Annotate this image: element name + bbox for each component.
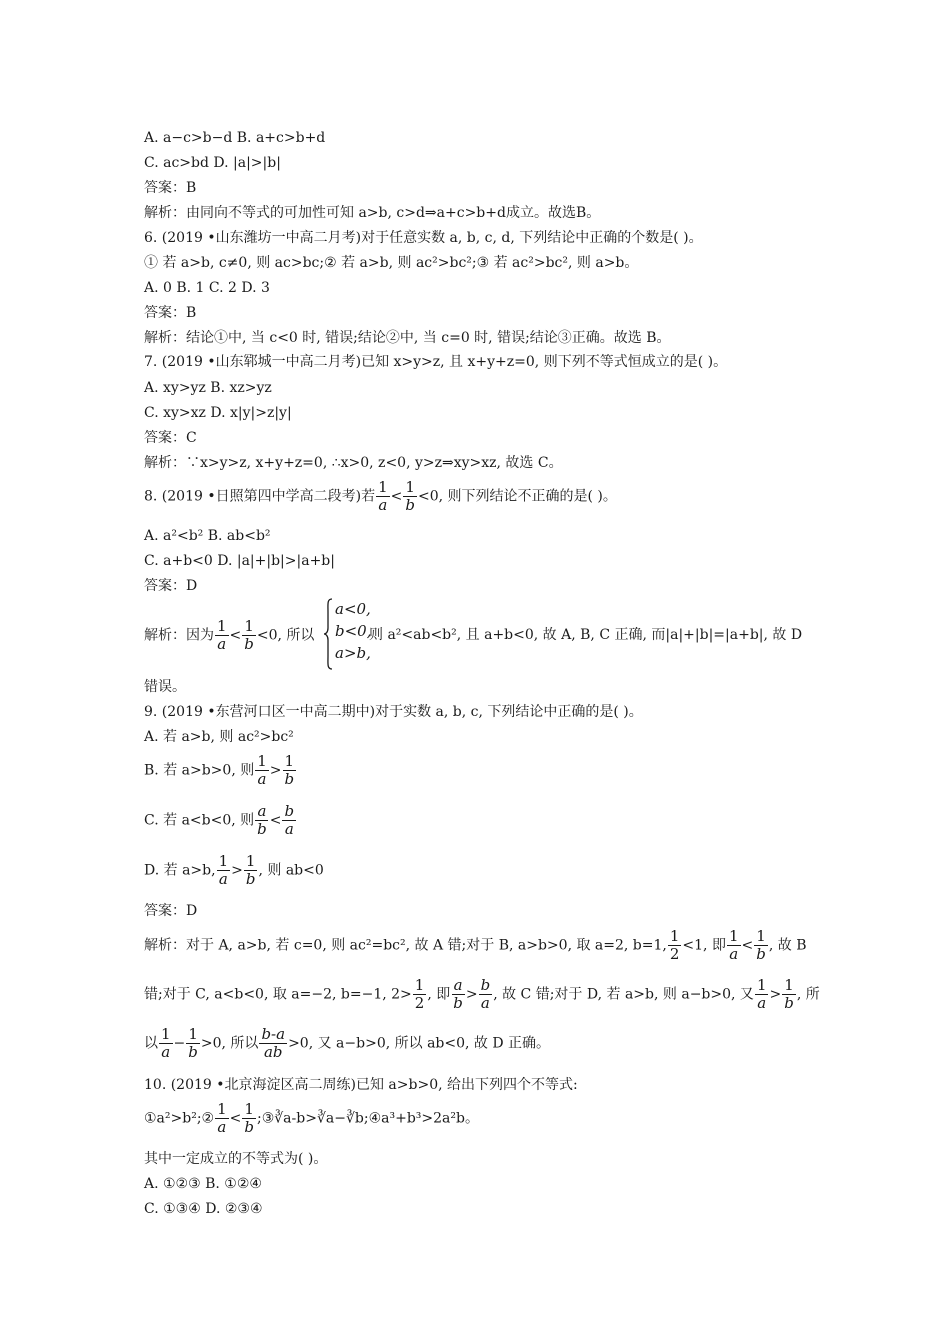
q9-analysis-3: 以 $\frac{1}{a}$ − $\frac{1}{b}$ >0, 所以 $\frac{b-a}{ab}$ >0, 又 a−b>0, 所以 ab<0, 故 D 正确。 [144, 1025, 551, 1061]
q8-options-cd: C. a+b<0 D. |a|+|b|>|a+b| [144, 553, 335, 569]
fraction: $\frac{b-a}{ab}$ [261, 1025, 286, 1061]
q5-analysis: 解析：由同向不等式的可加性可知 a>b, c>d⇒a+c>b+d成立。故选B。 [144, 205, 601, 221]
q7-stem: 7. (2019 •山东郓城一中高二月考)已知 x>y>z, 且 x+y+z=0, 则下列不等式恒成立的是( )。 [144, 354, 728, 370]
fraction: $\frac{1}{a}$ [218, 852, 229, 888]
q10-stem: 10. (2019 •北京海淀区高二周练)已知 a>b>0, 给出下列四个不等式: [144, 1077, 578, 1093]
q10-statements: ①a²>b²;② $\frac{1}{a}$ < $\frac{1}{b}$ ;③∛a-b>∛a−∛b;④a³+b³>2a²b。 [144, 1100, 479, 1136]
q6-answer: 答案：B [144, 305, 197, 321]
fraction: $\frac{1}{b}$ [756, 927, 766, 963]
q6-analysis: 解析：结论①中, 当 c<0 时, 错误;结论②中, 当 c=0 时, 错误;结论③正确。故选 B。 [144, 330, 671, 346]
q10-question: 其中一定成立的不等式为( )。 [144, 1151, 328, 1167]
q5-options-ab: A. a−c>b−d B. a+c>b+d [144, 130, 326, 146]
q7-answer: 答案：C [144, 430, 197, 446]
q9-option-c: C. 若 a<b<0, 则 $\frac{a}{b}$ < $\frac{b}{a}$ [144, 802, 295, 838]
fraction: $\frac{1}{b}$ [405, 478, 415, 514]
q8-options-ab: A. a²<b² B. ab<b² [144, 528, 271, 544]
fraction: $\frac{1}{b}$ [244, 1100, 254, 1136]
q9-option-b: B. 若 a>b>0, 则 $\frac{1}{a}$ > $\frac{1}{b}$ [144, 752, 295, 788]
fraction: $\frac{a}{b}$ [453, 976, 463, 1012]
fraction: $\frac{b}{a}$ [284, 802, 295, 838]
case-line: a>b, [335, 644, 371, 662]
q8-answer: 答案：D [144, 578, 198, 594]
fraction: $\frac{1}{a}$ [217, 617, 227, 653]
fraction: $\frac{1}{a}$ [378, 478, 388, 514]
q8-analysis-end: 错误。 [144, 679, 186, 695]
fraction: $\frac{1}{b}$ [284, 752, 295, 788]
left-brace-icon [323, 598, 333, 670]
q9-option-a: A. 若 a>b, 则 ac²>bc² [144, 729, 294, 745]
q5-answer: 答案：B [144, 180, 197, 196]
q9-analysis-2: 错;对于 C, a<b<0, 取 a=−2, b=−1, 2> $\frac{1}{2}$ , 即 $\frac{a}{b}$ > $\frac{b}{a}$ , 故 C 错;对于 D, 若 a>b, 则 a−b>0, 又 $\frac{1}{a}$ > $\frac{1}{b}$ , 所 [144, 976, 820, 1012]
fraction: $\frac{1}{b}$ [784, 976, 794, 1012]
fraction: $\frac{a}{b}$ [257, 802, 267, 838]
fraction: $\frac{1}{a}$ [161, 1025, 171, 1061]
fraction: $\frac{1}{b}$ [244, 617, 254, 653]
q5-options-cd: C. ac>bd D. |a|>|b| [144, 155, 281, 171]
q6-options: A. 0 B. 1 C. 2 D. 3 [144, 280, 270, 296]
fraction: $\frac{1}{a}$ [728, 927, 739, 963]
q10-options-cd: C. ①③④ D. ②③④ [144, 1201, 263, 1217]
cube-root-expression: ∛a-b [274, 1110, 306, 1127]
q7-analysis: 解析：∵x>y>z, x+y+z=0, ∴x>0, z<0, y>z⇒xy>xz, 故选 C。 [144, 455, 563, 471]
fraction: $\frac{1}{b}$ [245, 852, 256, 888]
case-line: b<0, [335, 622, 372, 640]
fraction: $\frac{1}{2}$ [669, 927, 680, 963]
fraction: $\frac{1}{b}$ [188, 1025, 198, 1061]
q9-analysis-1: 解析：对于 A, a>b, 若 c=0, 则 ac²=bc², 故 A 错;对于 B, a>b>0, 取 a=2, b=1, $\frac{1}{2}$ <1, 即 $\frac{1}{a}$ < $\frac{1}{b}$ , 故 B [144, 927, 807, 963]
q8-analysis-lead: 解析：因为 $\frac{1}{a}$ < $\frac{1}{b}$ <0, 所以 [144, 617, 315, 653]
q10-options-ab: A. ①②③ B. ①②④ [144, 1176, 262, 1192]
q8-analysis-tail: 则 a²<ab<b², 且 a+b<0, 故 A, B, C 正确, 而|a|+|b|=|a+b|, 故 D [369, 627, 803, 643]
fraction: $\frac{1}{2}$ [414, 976, 425, 1012]
q7-options-cd: C. xy>xz D. x|y|>z|y| [144, 405, 292, 421]
q6-stem: 6. (2019 •山东潍坊一中高二月考)对于任意实数 a, b, c, d, 下列结论中正确的个数是( )。 [144, 230, 703, 246]
case-line: a<0, [335, 600, 371, 618]
q8-stem: 8. (2019 •日照第四中学高二段考)若 $\frac{1}{a}$ < $\frac{1}{b}$ <0, 则下列结论不正确的是( )。 [144, 478, 617, 514]
q9-answer: 答案：D [144, 903, 198, 919]
fraction: $\frac{b}{a}$ [480, 976, 491, 1012]
cube-root-expression: >∛a−∛b [305, 1110, 364, 1127]
fraction: $\frac{1}{a}$ [756, 976, 767, 1012]
q9-stem: 9. (2019 •东营河口区一中高二期中)对于实数 a, b, c, 下列结论中正确的是( )。 [144, 704, 643, 720]
fraction: $\frac{1}{a}$ [257, 752, 267, 788]
q7-options-ab: A. xy>yz B. xz>yz [144, 380, 272, 396]
fraction: $\frac{1}{a}$ [217, 1100, 227, 1136]
q6-statements: ① 若 a>b, c≠0, 则 ac>bc;② 若 a>b, 则 ac²>bc²;③ 若 ac²>bc², 则 a>b。 [144, 255, 639, 271]
q9-option-d: D. 若 a>b, $\frac{1}{a}$ > $\frac{1}{b}$ , 则 ab<0 [144, 852, 324, 888]
